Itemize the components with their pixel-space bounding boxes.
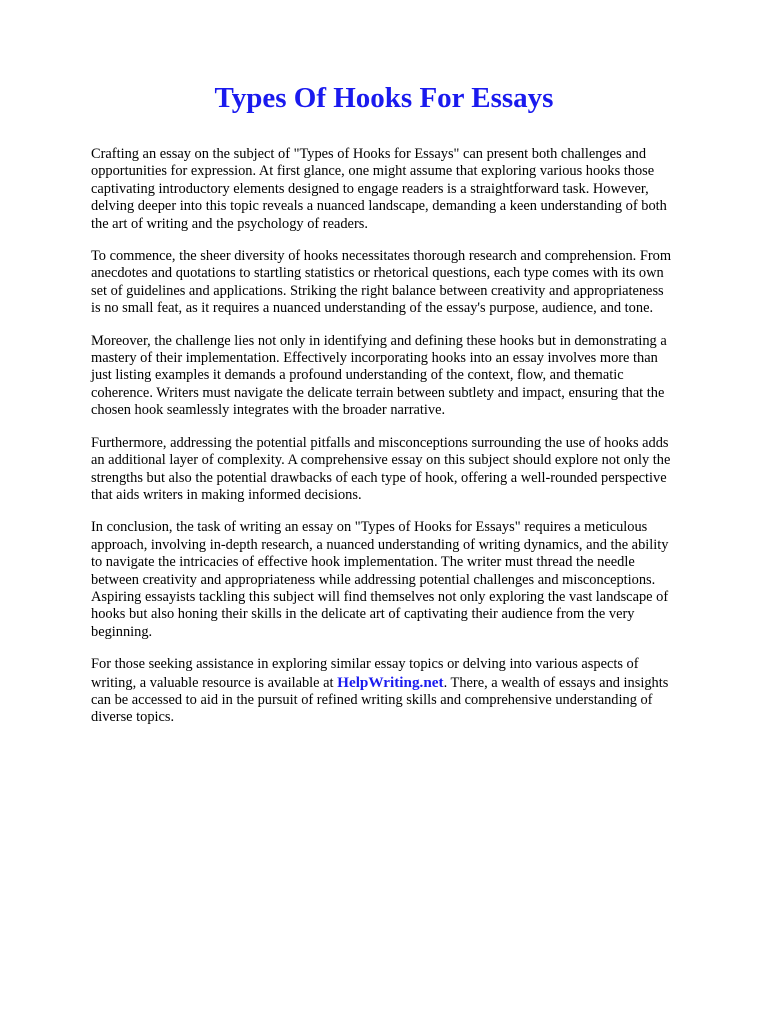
paragraph-pitfalls: Furthermore, addressing the potential pitfalls and misconceptions surrounding the use of hooks adds an additional layer of complexity. A comprehensive essay on this subject should explore not only the strengths but also the potential drawbacks of each type of hook, offering a well-rounded perspective that aids writers in making informed decisions.	[91, 434, 671, 503]
paragraph-closing	[91, 656, 731, 727]
helpwriting-link[interactable]: HelpWriting.net	[337, 673, 444, 691]
closing-text-before-link: For those seeking assistance in exploring similar essay topics or delving into various aspects of writing, a valuable resource is available at	[91, 656, 639, 691]
page-title: Types Of Hooks For Essays	[214, 82, 554, 114]
paragraph-conclusion: In conclusion, the task of writing an essay on "Types of Hooks for Essays" requires a meticulous approach, involving in-depth research, a nuanced understanding of writing dynamics, and the ability to navigate the intricacies of effective hook implementation. The writer must thread the needle between creativity and appropriateness while addressing potential challenges and misconceptions. Aspiring essayists tackling this subject will find themselves not only exploring the vast landscape of hooks but also honing their skills in the delicate art of captivating their audience from the very beginning.	[91, 519, 669, 640]
paragraph-implementation: Moreover, the challenge lies not only in identifying and defining these hooks but in demonstrating a mastery of their implementation. Effectively incorporating hooks into an essay involves more than just listing examples it demands a profound understanding of the context, flow, and thematic coherence. Writers must navigate the delicate terrain between subtlety and impact, ensuring that the chosen hook seamlessly integrates with the broader narrative.	[91, 332, 667, 419]
essay-body	[91, 146, 731, 742]
closing-text-after-link: . There, a wealth of essays and insights can be accessed to aid in the pursuit of refined writing skills and comprehensive understanding of diverse topics.	[91, 674, 669, 726]
paragraph-intro: Crafting an essay on the subject of "Types of Hooks for Essays" can present both challenges and opportunities for expression. At first glance, one might assume that exploring various hooks those captivating introductory elements designed to engage readers is a straightforward task. However, delving deeper into this topic reveals a nuanced landscape, demanding a keen understanding of both the art of writing and the psychology of readers.	[91, 146, 667, 232]
paragraph-diversity: To commence, the sheer diversity of hooks necessitates thorough research and comprehension. From anecdotes and quotations to startling statistics or rhetorical questions, each type comes with its own set of guidelines and applications. Striking the right balance between creativity and appropriateness is no small feat, as it requires a nuanced understanding of the essay's purpose, audience, and tone.	[91, 248, 672, 317]
